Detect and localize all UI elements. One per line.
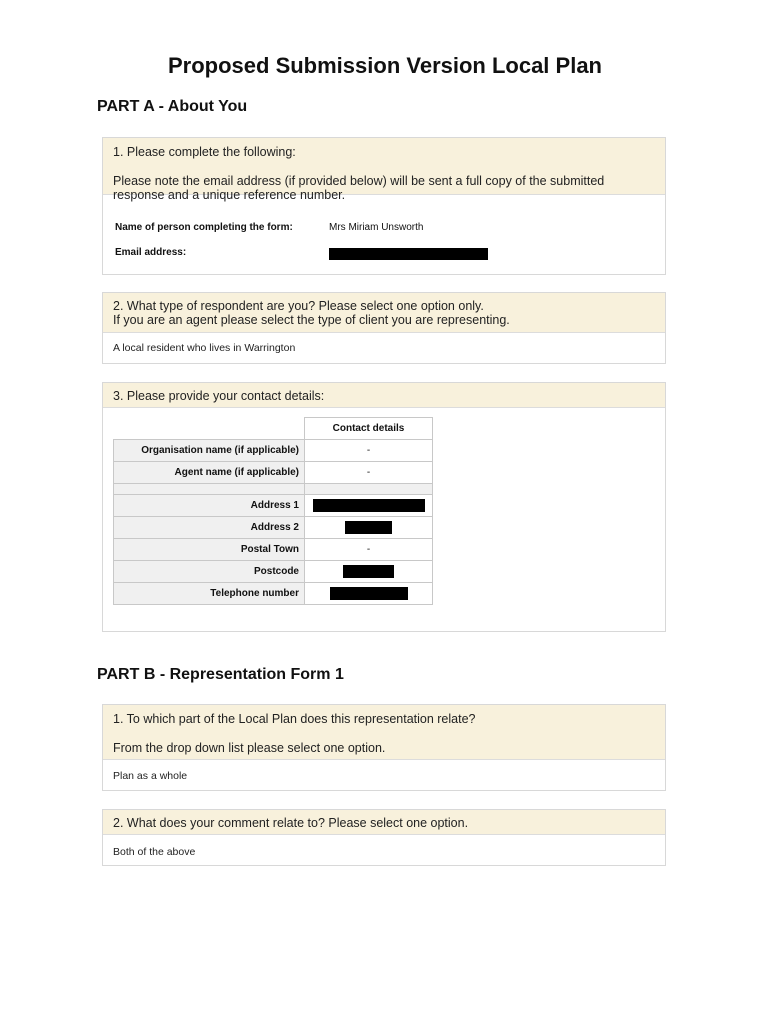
postcode-redaction (343, 565, 394, 578)
row-value-postal-town: - (305, 539, 433, 561)
table-row (114, 561, 433, 583)
row-value-organisation: - (305, 440, 433, 462)
row-label-address-2: Address 2 (114, 517, 305, 539)
question-3-text: 3. Please provide your contact details: (113, 389, 325, 403)
row-value-telephone (305, 583, 433, 605)
row-label-postal-town: Postal Town (114, 539, 305, 561)
table-row (114, 517, 433, 539)
spacer-cell (114, 484, 305, 495)
part-b-question-2-answer: Both of the above (113, 846, 196, 858)
telephone-redaction (330, 587, 408, 600)
question-1-text: 1. Please complete the following: (113, 145, 296, 159)
part-b-question-1-note: From the drop down list please select one option. (113, 741, 386, 755)
email-label: Email address: (115, 247, 187, 258)
table-row (114, 440, 433, 462)
spacer-cell (305, 484, 433, 495)
row-label-agent: Agent name (if applicable) (114, 462, 305, 484)
page-title: Proposed Submission Version Local Plan (168, 53, 602, 78)
question-2-text: 2. What type of respondent are you? Please select one option only. (113, 299, 484, 313)
row-value-address-1 (305, 495, 433, 517)
row-label-address-1: Address 1 (114, 495, 305, 517)
row-value-address-2 (305, 517, 433, 539)
address-1-redaction (313, 499, 425, 512)
table-row (114, 495, 433, 517)
part-b-question-2-text: 2. What does your comment relate to? Please select one option. (113, 816, 469, 830)
contact-details-header: Contact details (305, 418, 433, 440)
part-b-heading: PART B - Representation Form 1 (97, 666, 344, 683)
part-b-question-1-text: 1. To which part of the Local Plan does this representation relate? (113, 712, 476, 726)
question-2-answer: A local resident who lives in Warrington (113, 342, 296, 354)
question-1-header (103, 138, 665, 202)
row-label-postcode: Postcode (114, 561, 305, 583)
question-3-header (103, 383, 665, 408)
question-1-note: Please note the email address (if provided below) will be sent a full copy of the submitted response and a unique reference number. (113, 174, 605, 202)
table-row (114, 462, 433, 484)
part-b-question-2-panel (102, 809, 666, 866)
part-b-question-1-answer: Plan as a whole (113, 770, 188, 782)
question-2-panel (102, 292, 666, 364)
table-header-row (114, 418, 433, 440)
row-label-organisation: Organisation name (if applicable) (114, 440, 305, 462)
address-2-redaction (345, 521, 392, 534)
part-a-heading: PART A - About You (97, 98, 248, 115)
row-value-agent: - (305, 462, 433, 484)
question-2-note: If you are an agent please select the type of client you are representing. (113, 313, 510, 327)
name-value: Mrs Miriam Unsworth (329, 222, 424, 233)
table-spacer-row (114, 484, 433, 495)
part-b-question-1-header (103, 705, 665, 760)
contact-details-table (113, 417, 433, 605)
email-redaction (329, 248, 488, 260)
question-1-panel (102, 137, 666, 275)
part-b-question-2-header (103, 810, 665, 835)
table-row (114, 539, 433, 561)
table-header-blank (114, 418, 305, 440)
part-b-question-1-panel (102, 704, 666, 791)
name-label: Name of person completing the form: (115, 222, 293, 233)
question-2-header (103, 293, 665, 333)
table-row (114, 583, 433, 605)
question-3-panel (102, 382, 666, 632)
row-label-telephone: Telephone number (114, 583, 305, 605)
row-value-postcode (305, 561, 433, 583)
